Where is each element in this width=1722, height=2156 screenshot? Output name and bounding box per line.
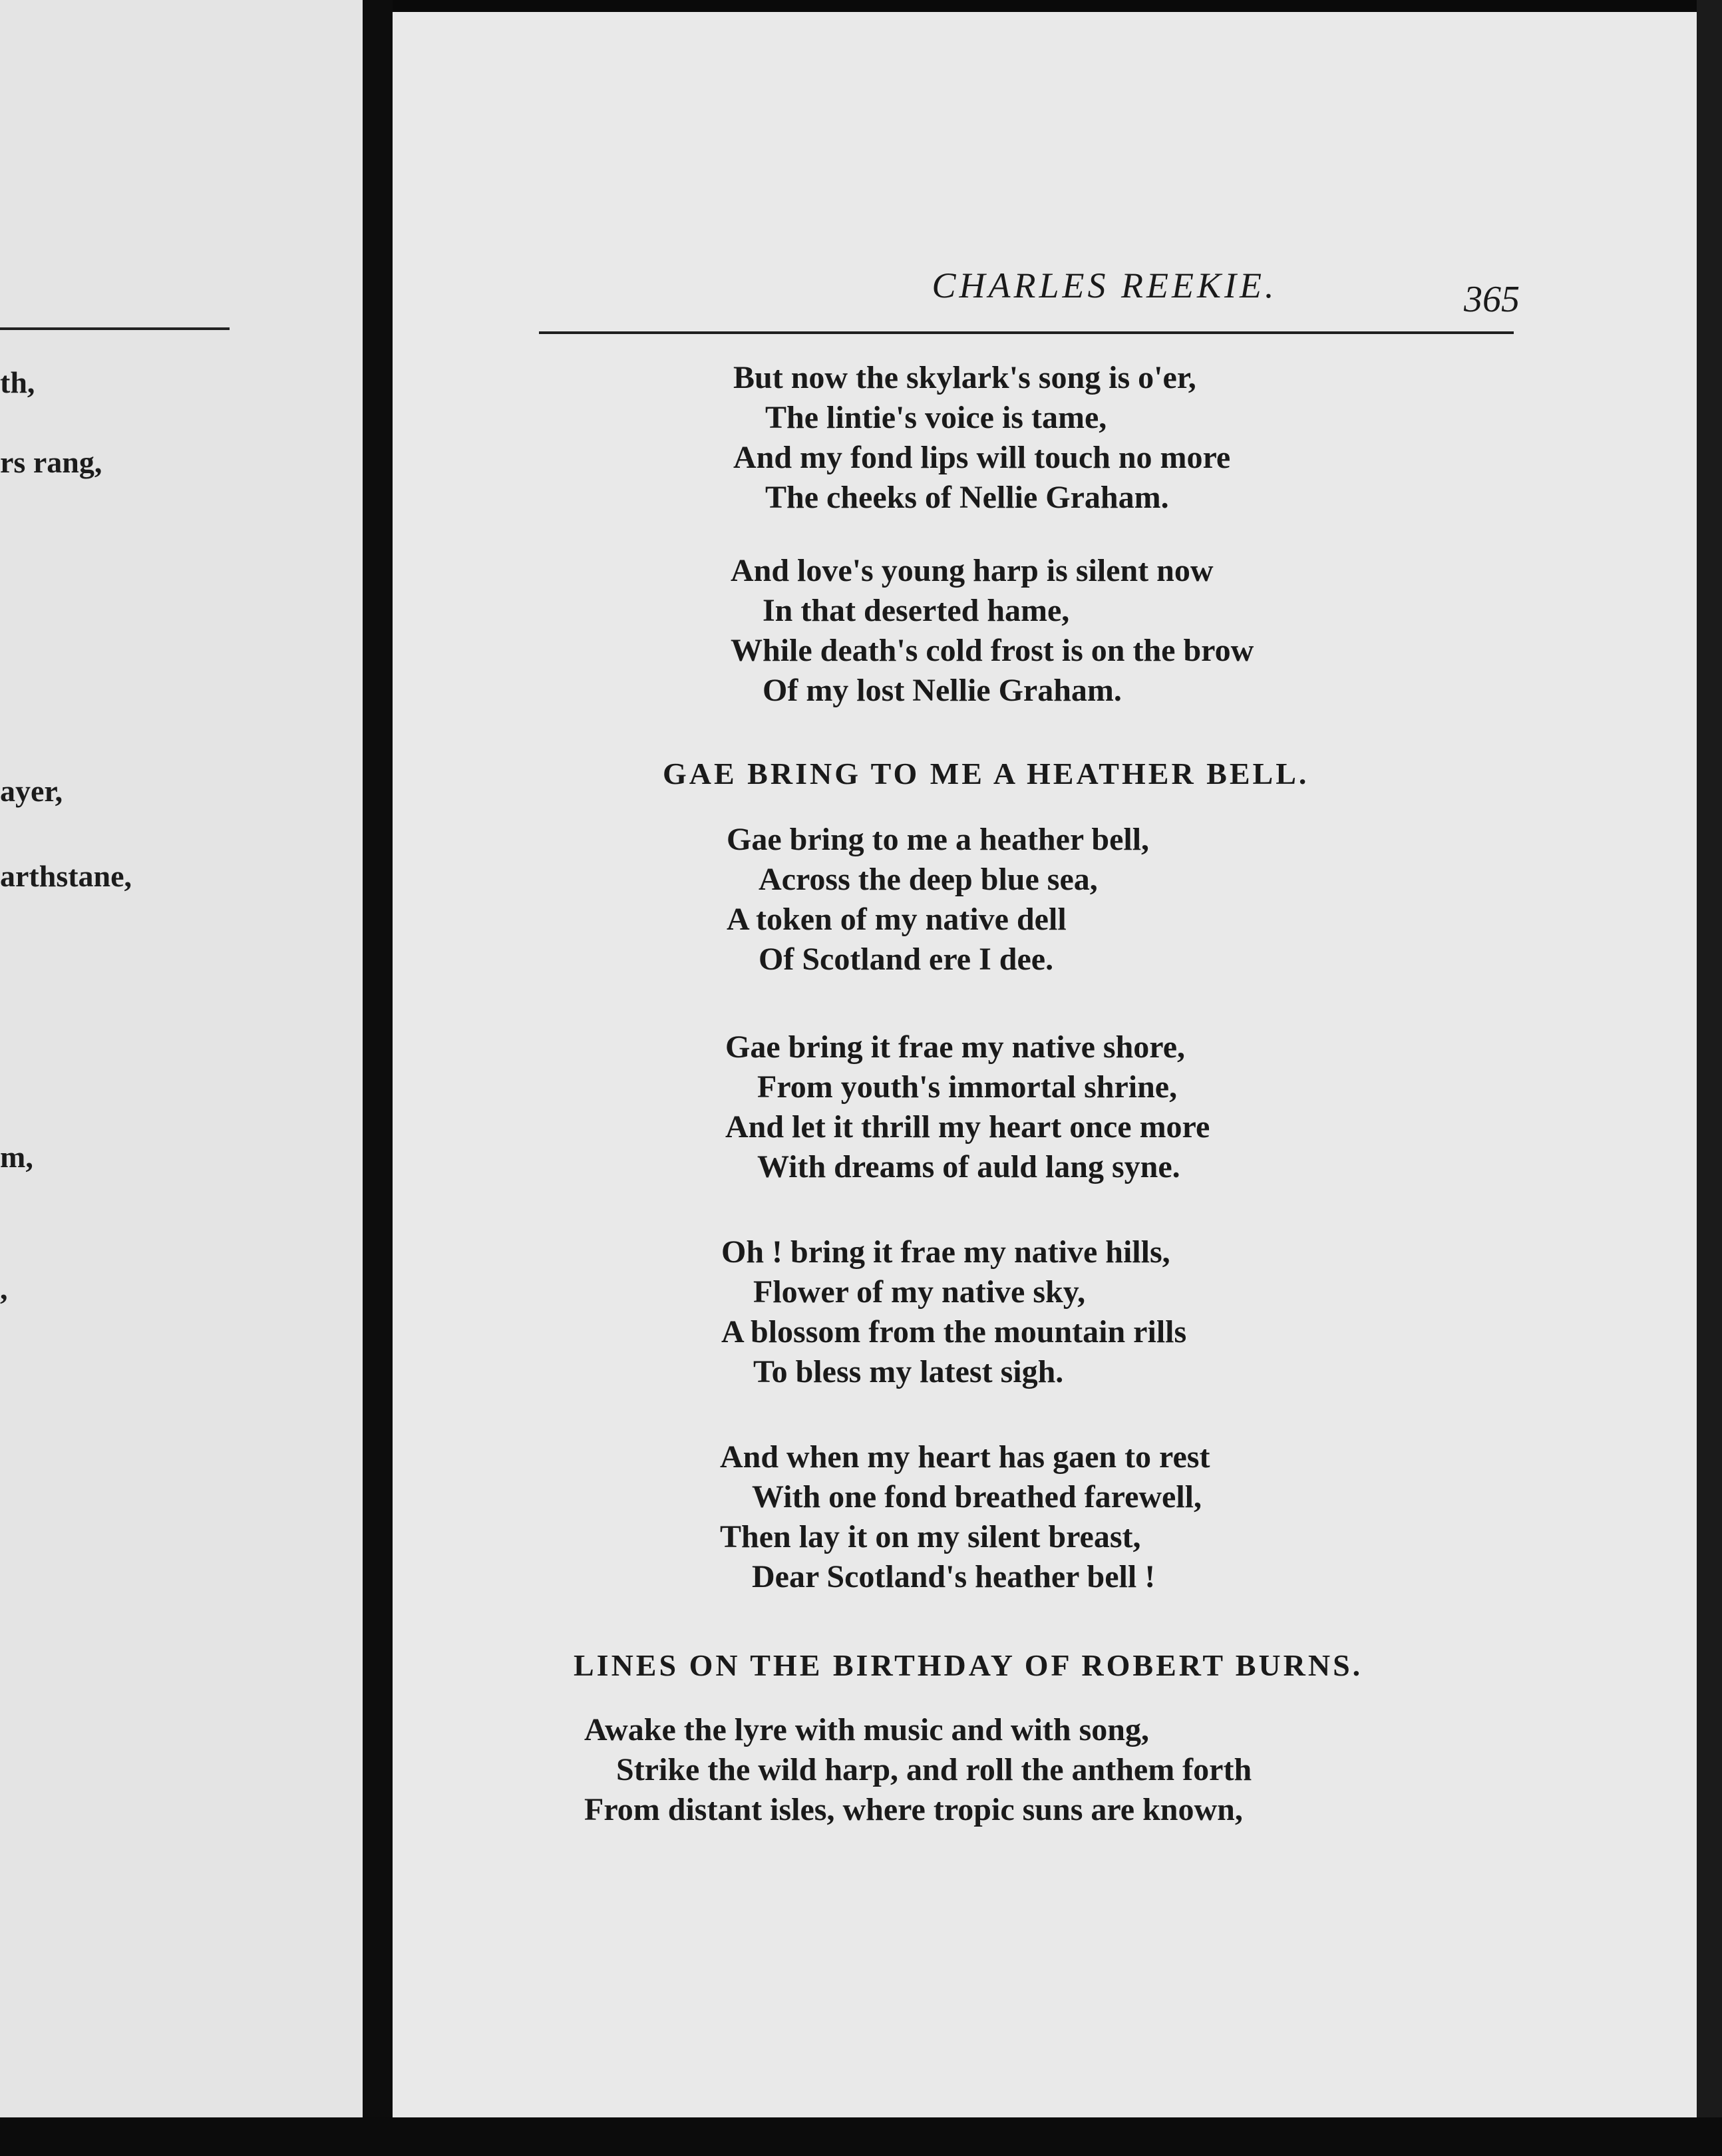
running-head: CHARLES REEKIE. xyxy=(932,266,1278,305)
scan-right-edge xyxy=(1697,0,1722,2156)
verse-line: And let it thrill my heart once more xyxy=(725,1109,1210,1145)
verse-line: Across the deep blue sea, xyxy=(759,862,1098,897)
book-gutter xyxy=(363,0,393,2117)
verse-line: Dear Scotland's heather bell ! xyxy=(752,1559,1156,1594)
verse-line: Gae bring it frae my native shore, xyxy=(725,1029,1186,1065)
verse-line: With one fond breathed farewell, xyxy=(752,1479,1202,1515)
verse-line: Oh ! bring it frae my native hills, xyxy=(721,1234,1170,1270)
left-fragment: th, xyxy=(0,365,35,399)
stanza xyxy=(725,1027,1210,1187)
poem-title: GAE BRING TO ME A HEATHER BELL. xyxy=(663,757,1309,791)
left-fragment: ayer, xyxy=(0,774,63,808)
verse-line: In that deserted hame, xyxy=(763,593,1070,628)
verse-line: From distant isles, where tropic suns are known, xyxy=(584,1792,1243,1827)
verse-line: The lintie's voice is tame, xyxy=(765,400,1107,435)
verse-line: From youth's immortal shrine, xyxy=(757,1069,1178,1105)
verse-line: A blossom from the mountain rills xyxy=(721,1314,1187,1349)
left-page-rule xyxy=(0,327,230,330)
stanza xyxy=(731,551,1254,711)
left-fragment: , xyxy=(0,1272,8,1306)
stanza xyxy=(720,1437,1210,1597)
verse-line: And love's young harp is silent now xyxy=(731,553,1214,588)
left-fragment: m, xyxy=(0,1140,33,1174)
verse-line: While death's cold frost is on the brow xyxy=(731,633,1254,668)
stanza xyxy=(721,1232,1186,1392)
header-rule xyxy=(539,331,1514,334)
poem-title: LINES ON THE BIRTHDAY OF ROBERT BURNS. xyxy=(574,1648,1363,1682)
verse-line: Strike the wild harp, and roll the anthem forth xyxy=(616,1752,1252,1787)
right-page xyxy=(393,12,1697,2117)
verse-line: Of Scotland ere I dee. xyxy=(759,942,1054,977)
verse-line: Of my lost Nellie Graham. xyxy=(763,673,1122,708)
verse-line: Flower of my native sky, xyxy=(753,1274,1086,1310)
left-fragment: arthstane, xyxy=(0,859,132,893)
page-number: 365 xyxy=(1464,279,1520,320)
stanza xyxy=(584,1710,1252,1830)
left-page xyxy=(0,0,363,2117)
stanza xyxy=(733,358,1230,518)
stanza xyxy=(727,820,1149,980)
verse-line: Gae bring to me a heather bell, xyxy=(727,822,1150,857)
verse-line: With dreams of auld lang syne. xyxy=(757,1149,1180,1184)
verse-line: And my fond lips will touch no more xyxy=(733,440,1231,475)
verse-line: The cheeks of Nellie Graham. xyxy=(765,480,1169,515)
verse-line: Awake the lyre with music and with song, xyxy=(584,1712,1149,1747)
scan-bottom-edge xyxy=(0,2117,1722,2156)
verse-line: To bless my latest sigh. xyxy=(753,1354,1064,1389)
verse-line: A token of my native dell xyxy=(727,902,1067,937)
verse-line: But now the skylark's song is o'er, xyxy=(733,360,1196,395)
left-fragment: rs rang, xyxy=(0,445,102,479)
verse-line: Then lay it on my silent breast, xyxy=(720,1519,1141,1554)
verse-line: And when my heart has gaen to rest xyxy=(720,1439,1210,1475)
